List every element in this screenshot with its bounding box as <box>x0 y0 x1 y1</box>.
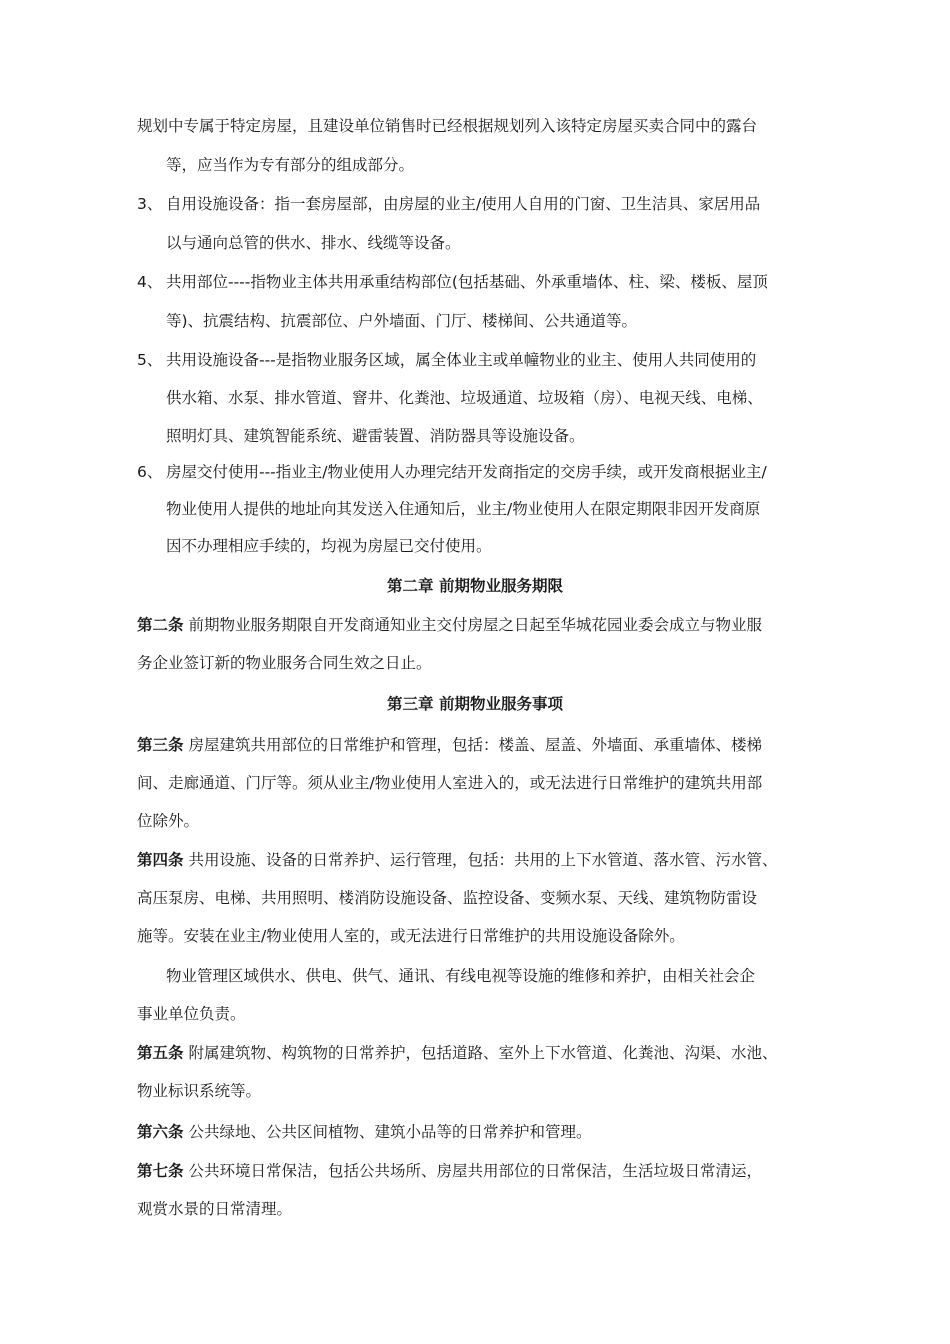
item-line: 供水箱、水泵、排水管道、窨井、化粪池、垃圾通道、垃圾箱（房）、电视天线、电梯、 <box>166 389 763 407</box>
item-line: 物业使用人提供的地址向其发送入住通知后，业主/物业使用人在限定期限非因开发商原 <box>166 500 761 518</box>
paragraph-line: 规划中专属于特定房屋，且建设单位销售时已经根据规划列入该特定房屋买卖合同中的露台 <box>137 117 758 135</box>
article-first-line <box>137 734 762 756</box>
article-label: 第四条 <box>137 851 184 869</box>
item-line: 共用部位----指物业主体共用承重结构部位(包括基础、外承重墙体、柱、梁、楼板、屋顶 <box>166 273 768 291</box>
item-number: 5、 <box>137 351 163 369</box>
article-first-line <box>137 1160 762 1182</box>
chapter-title: 第三章 前期物业服务事项 <box>387 695 563 713</box>
article-line: 间、走廊通道、门厅等。须从业主/物业使用人室进入的，或无法进行日常维护的建筑共用部 <box>137 774 763 792</box>
article-line: 务企业签订新的物业服务合同生效之日止。 <box>137 654 432 672</box>
article-label: 第二条 <box>137 616 184 634</box>
item-line: 因不办理相应手续的，均视为房屋已交付使用。 <box>166 537 492 555</box>
article-line: 施等。安装在业主/物业使用人室的，或无法进行日常维护的共用设施设备除外。 <box>137 927 685 945</box>
article-text: 公共绿地、公共区间植物、建筑小品等的日常养护和管理。 <box>183 1123 592 1141</box>
article-text: 房屋建筑共用部位的日常维护和管理，包括：楼盖、屋盖、外墙面、承重墙体、楼梯 <box>183 736 762 754</box>
item-line: 照明灯具、建筑智能系统、避雷装置、消防器具等设施设备。 <box>166 427 585 445</box>
article-text: 共用设施、设备的日常养护、运行管理，包括：共用的上下水管道、落水管、污水管、 <box>183 851 778 869</box>
article-first-line <box>137 1042 777 1064</box>
paragraph-line: 等，应当作为专有部分的组成部分。 <box>166 156 415 174</box>
article-first-line <box>137 849 777 871</box>
paragraph-line: 事业单位负责。 <box>137 1005 246 1023</box>
item-line: 等)、抗震结构、抗震部位、户外墙面、门厅、楼梯间、公共通道等。 <box>166 312 638 330</box>
article-line: 物业标识系统等。 <box>137 1082 262 1100</box>
article-text: 公共环境日常保洁，包括公共场所、房屋共用部位的日常保洁，生活垃圾日常清运， <box>183 1162 762 1180</box>
article-line: 位除外。 <box>137 812 200 830</box>
article-label: 第五条 <box>137 1044 184 1062</box>
article-label: 第七条 <box>137 1162 184 1180</box>
item-number: 4、 <box>137 273 163 291</box>
article-text: 附属建筑物、构筑物的日常养护，包括道路、室外上下水管道、化粪池、沟渠、水池、 <box>183 1044 778 1062</box>
article-label: 第三条 <box>137 736 184 754</box>
paragraph-line: 物业管理区域供水、供电、供气、通讯、有线电视等设施的维修和养护，由相关社会企 <box>166 967 756 985</box>
article-line: 观赏水景的日常清理。 <box>137 1200 293 1218</box>
item-line: 以与通向总管的供水、排水、线缆等设备。 <box>166 234 461 252</box>
chapter-title: 第二章 前期物业服务期限 <box>387 577 563 595</box>
item-number: 3、 <box>137 195 163 213</box>
article-first-line <box>137 614 762 636</box>
article-first-line <box>137 1121 591 1143</box>
article-line: 高压泵房、电梯、共用照明、楼消防设施设备、监控设备、变频水泵、天线、建筑物防雷设 <box>137 889 758 907</box>
item-line: 房屋交付使用---指业主/物业使用人办理完结开发商指定的交房手续，或开发商根据业主/ <box>166 463 767 481</box>
item-number: 6、 <box>137 463 163 481</box>
item-line: 自用设施设备：指一套房屋部，由房屋的业主/使用人自用的门窗、卫生洁具、家居用品 <box>166 195 761 213</box>
article-label: 第六条 <box>137 1123 184 1141</box>
item-line: 共用设施设备---是指物业服务区域，属全体业主或单幢物业的业主、使用人共同使用的 <box>166 351 757 369</box>
article-text: 前期物业服务期限自开发商通知业主交付房屋之日起至华城花园业委会成立与物业服 <box>183 616 762 634</box>
